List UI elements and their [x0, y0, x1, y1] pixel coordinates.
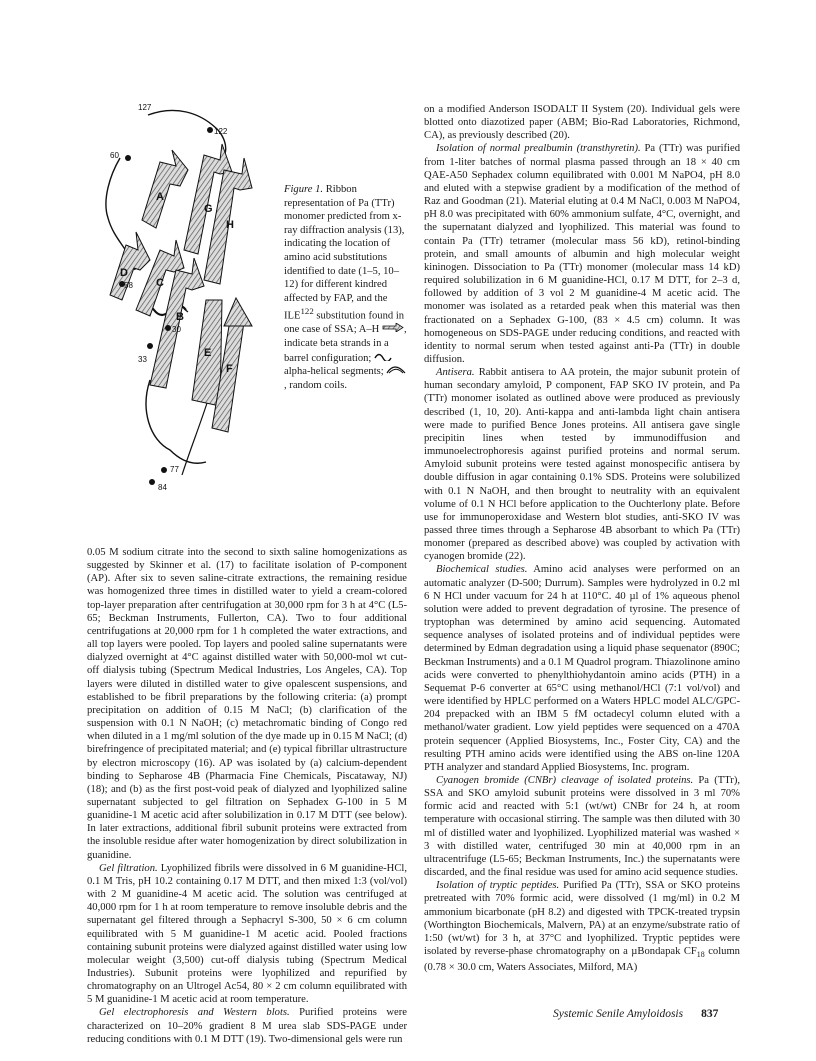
tryptic-text-b: column (0.78 × 30.0 cm, Waters Associates, Milford, MA): [424, 946, 740, 974]
gel-filtration-text: Lyophilized fibrils were dissolved in 6 M guanidine-HCl, 0.1 M Tris, pH 10.2 containing 0.17 M DTT, and then mixed 1:3 (vol/vol) with 2 M guanidine-4 M acetic acid. The solution was centrifuged at 40,000 rpm for 1 h at room temperature to remove insoluble debris and the supernatant gel filtered through a Sephacryl S-300, 50 × 6 cm column equilibrated with 5 M guanidine-1 M acetic acid. Pooled fractions containing subunit proteins were dialyzed against distilled water using low molecular weight (3,500) cut-off dialysis tubing (Spectrum Medical Industries). Subunit proteins were lyophilized and repurified by chromatography on an Ultrogel Ac54, 80 × 2 cm column equilibrated with 5 M guanidine-1 M acetic acid at room temperature.: [87, 862, 407, 1006]
biochemical-heading: Biochemical studies.: [436, 564, 528, 576]
prealbumin-text: Pa (TTr) was purified from 1-liter batches of normal plasma passed through an 18 × 40 cm QAE-A50 Sephadex column equilibrated with 0.001 M NaPO4, pH 8.0 and eluted with a stepwise gradient by a modification of the method of Raz and Goodman (21). Material eluting at 0.4 M NaCl, 0.003 M NaPO4, pH 8.0 was precipitated with 60% ammonium sulfate, 4°C, overnight, and the supernatant dialyzed and lyophilized. This material was found to contain Pa (TTr) tetramer (molecular mass 56 kD), retinol-binding protein, and small amounts of albumin and high molecular weight kininogen. Dissociation to Pa (TTr) monomer (molecular mass 14 kD) required solubilization in 6 M guanidine-HCl, 0.17 M DTT, for 2–3 d, followed by addition of 3 vol 2 M guanidine-4 M acetic acid. The monomer was isolated as a retarded peak when this material was then fractionated on a Sephadex G-100, (83 × 4.5 cm) column. It was homogeneous on SDS-PAGE under reducing conditions, and reacted with identity to normal serum when tested against anti-Pa (TTr) in double diffusion.: [424, 143, 740, 365]
residue-label-122: 122: [214, 127, 228, 136]
cnbr-heading: Cyanogen bromide (CNBr) cleavage of isolated proteins.: [436, 774, 694, 786]
beta-arrow-icon: [382, 323, 404, 332]
random-coil-icon: [386, 365, 406, 374]
cnbr-paragraph: [424, 774, 740, 879]
gel-filtration-heading: Gel filtration.: [99, 862, 158, 874]
caption-legend-2: alpha-helical segments;: [284, 366, 384, 378]
strand-label-G: G: [204, 203, 213, 215]
caption-legend-1: , indicate beta strands in a barrel configuration;: [284, 324, 407, 364]
left-paragraph-1: 0.05 M sodium citrate into the second to sixth saline homogenizations as suggested by Skinner et al. (17) to facilitate isolation of P-component (AP). After six to seven saline-citrate extractions, the remaining residue was homogenized three times in distilled water to yield a cream-colored top-layer preparation after centrifugation at 30,000 rpm for 3 h at 4°C (L5-65; Beckman Instruments, Fullerton, CA). Two to four additional centrifugations at 20,000 rpm for 1 h completed the water extractions, and all top layers were pooled. Top layers and pooled saline supernatants were dialyzed overnight at 4°C against distilled water with 50,000-mol wt cut-off dialysis tubing (Spectrum Medical Industries, Los Angeles, CA). Top layers were diluted in distilled water to give opalescent suspensions, and established to be fibril preparations by the following criteria: (a) prompt precipitation on addition of 0.15 M NaCl; (b) clarification of the suspension with 0.1 N NaOH; (c) metachromatic binding of Congo red when diluted in a 1 mg/ml solution of the dye made up in 0.15 M NaCl; (d) birefringence of precipitated material; and (e) typical fibrillar ultrastructure by electron microscopy (16). AP was isolated by (a) calcium-dependent binding to Sepharose 4B (Pharmacia Fine Chemicals, Piscataway, NJ) (18); and (b) as the first post-void peak of dialyzed and lyophilized saline supernatant subjected to gel filtration on Sephadex G-100 in 5 M guanidine-1 M acetic acid after solubilization in 0.17 M DTT (see below). In later extractions, additional fibril subunit proteins were extracted from the insoluble residue after water homogenization by direct solubilization in guanidine.: [87, 547, 407, 861]
cnbr-text: Pa (TTr), SSA and SKO amyloid subunit proteins were dissolved in 3 ml 70% formic acid and reacted with 5:1 (wt/wt) CNBr for 24 h, at room temperature with occasional stirring. The sample was then diluted with 30 ml of distilled water and lyophilized. Lyophilized material was washed × 3 with distilled water, centrifuged 30 min at 40,000 rpm in an ultracentrifuge (L5-65; Beckman Instruments, Inc.) the supernatants were discarded, and the final residue was used for amino acid sequence studies.: [424, 774, 740, 879]
strand-label-A: A: [156, 191, 164, 203]
residue-label-77: 77: [170, 465, 179, 474]
tryptic-paragraph: [424, 879, 740, 974]
residue-label-84: 84: [158, 483, 167, 492]
right-paragraph-0: on a modified Anderson ISODALT II System (20). Individual gels were blotted onto diazotized paper (ABM; Bio-Rad Laboratories, Richmond, CA), as previously described (20).: [424, 104, 740, 142]
biochemical-paragraph: [424, 563, 740, 774]
strand-label-C: C: [156, 277, 164, 289]
antisera-text: Rabbit antisera to AA protein, the major subunit protein of human secondary amyloid, P component, FAP SKO IV protein, and Pa (TTr) monomer isolated as outlined above were produced as previously described (1, 10, 20). Anti-kappa and anti-lambda light chain antisera were made to purified Bence Jones proteins. All antisera gave single precipitin lines when tested by immunodiffusion and immunoelectrophoresis against purified proteins and normal serum. Amyloid subunit proteins were tested against monospecific antisera by double diffusion in agar containing 0.1% SDS. Proteins were solubilized with 0.1 N NaOH, and then brought to neutrality with an equivalent volume of 0.1 N HCl before application to the Ouchterlony plate. Before use for immunoperoxidase and Western blot studies, anti-SKO IV was passed three times through a Sepharose 4B absorbant to which Pa (TTr) monomer (prepared as described above) was coupled by activation with cyanogen bromide (22).: [424, 367, 740, 563]
page-number: 837: [701, 1008, 719, 1020]
residue-label-58: 58: [124, 281, 133, 290]
antisera-paragraph: [424, 366, 740, 563]
tryptic-heading: Isolation of tryptic peptides.: [436, 880, 560, 892]
caption-legend-3: , random coils.: [284, 379, 347, 391]
strand-label-E: E: [204, 347, 212, 359]
tryptic-text-a: Purified Pa (TTr), SSA or SKO proteins pretreated with 70% formic acid, were dissolved (1 mg/ml) in 0.2 M ammonium bicarbonate (pH 8.2) and digested with TPCK-treated trypsin (Worthington Biochemicals, Malvern, PA) at an enzyme/substrate ratio of 1:50 (wt/wt) for 3 h, at 37°C and lyophilized. Tryptic peptides were isolated by reverse-phase chromatography on a µBondapak CF: [424, 880, 740, 957]
residue-label-60: 60: [110, 151, 119, 160]
electrophoresis-text: Purified proteins were characterized on 10–20% gradient 8 M urea slab SDS-PAGE under reducing conditions with 0.1 M DTT (19). Two-dimensional gels were run: [87, 1007, 407, 1045]
biochemical-text: Amino acid analyses were performed on an automatic analyzer (D-500; Durrum). Samples were hydrolyzed in 0.2 ml 6 N HCl under vacuum for 24 h at 110°C. 40 µl of 1% aqueous phenol solution were added to prevent degradation of tyrosine. The presence of tryptophan was determined by amino acid sequencing. Automated sequence analyses of isolated proteins and of individual peptides were determined by Edman degradation using a liquid phase sequenator (890C; Beckman Instruments) and a 0.1 M Quadrol program. Thiazolinone amino acids were converted to phenylthiohydantoin amino acids (PTH) in a Sequemat P-6 converter at 65°C using methanol/HCl (7:1 vol/vol) and were identified by HPLC performed on a Waters HPLC model ALC/GPC-204 prepacked with an IBM 5 fM octadecyl column eluted with a methanol/water gradient. Low yield peptides were sequenced on a 470A protein sequencer (Applied Biosystems, Inc., Foster City, CA) and the resulting PTH amino acids were identified using the ABS on-line 120A PTH analyzer and standard Applied Biosystems, Inc. program.: [424, 564, 740, 773]
tryptic-subscript: 18: [696, 950, 705, 960]
caption-text-2: substitution found in one case of SSA; A–H: [284, 310, 405, 336]
right-column: [424, 103, 740, 974]
caption-superscript: 122: [300, 306, 314, 317]
residue-dot-30: [165, 325, 171, 331]
electrophoresis-heading: Gel electrophoresis and Western blots.: [99, 1007, 290, 1019]
strand-label-D: D: [120, 267, 128, 279]
gel-filtration-paragraph: [87, 862, 407, 1007]
residue-dot-33: [147, 343, 153, 349]
figure-caption: [284, 183, 409, 392]
caption-text: Ribbon representation of Pa (TTr) monomer predicted from x-ray diffraction analysis (13), indicating the location of amino acid substitutions identified to date (1–5, 10–12) for different kindred affected by FAP, and the ILE: [284, 184, 405, 322]
antisera-heading: Antisera.: [436, 367, 475, 379]
residue-label-33: 33: [138, 355, 147, 364]
ribbon-diagram: [80, 100, 310, 495]
electrophoresis-paragraph: [87, 1006, 407, 1045]
residue-dot-84: [149, 479, 155, 485]
residue-dot-122: [207, 127, 213, 133]
residue-dot-60: [125, 155, 131, 161]
residue-label-30: 30: [172, 325, 181, 334]
strand-label-B: B: [176, 311, 184, 323]
prealbumin-paragraph: [424, 142, 740, 366]
prealbumin-heading: Isolation of normal prealbumin (transthyretin).: [436, 143, 641, 155]
residue-label-127: 127: [138, 103, 152, 112]
strand-A: [142, 150, 188, 228]
left-column: [87, 546, 407, 1046]
strand-label-H: H: [226, 219, 234, 231]
coil-top: [148, 110, 226, 162]
page-footer: [553, 1008, 753, 1020]
figure-label: Figure 1.: [284, 184, 324, 195]
helix-icon: [374, 351, 392, 361]
strand-label-F: F: [226, 363, 233, 375]
running-title: Systemic Senile Amyloidosis: [553, 1008, 684, 1020]
ribbon-figure: [80, 100, 310, 495]
strand-F-head: [224, 298, 252, 326]
residue-dot-77: [161, 467, 167, 473]
